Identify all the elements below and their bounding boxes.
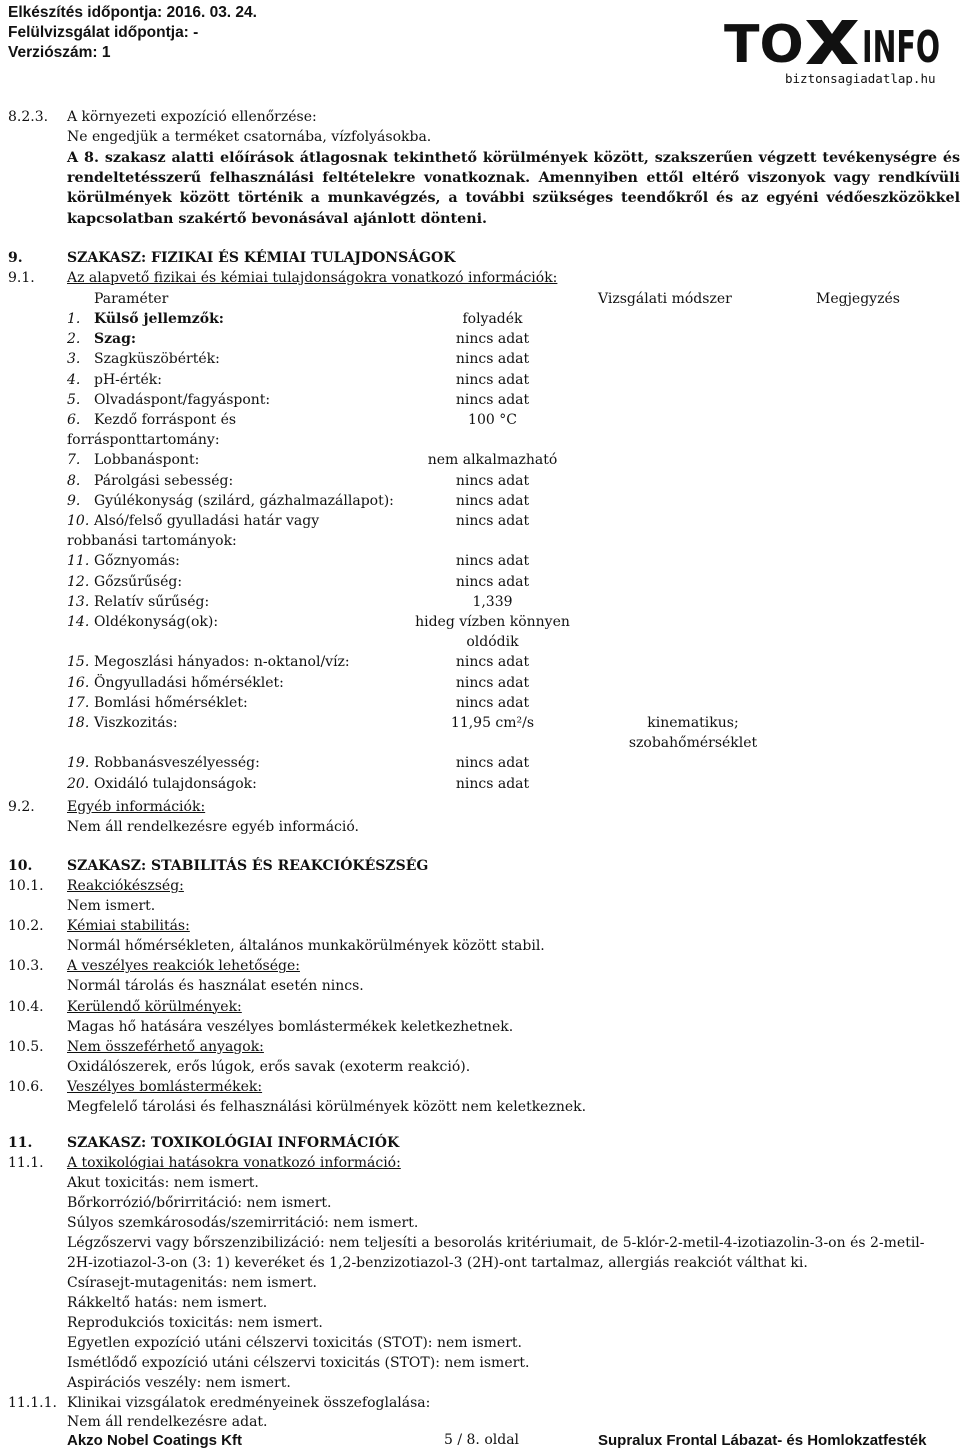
s91-title: Az alapvető fizikai és kémiai tulajdonságokra vonatkozó információk: bbox=[67, 270, 558, 286]
prop-row-param: Szagküszöbérték: bbox=[94, 351, 220, 368]
prop-row-param: Gőzsűrűség: bbox=[94, 573, 183, 590]
s10-item-title: Kémiai stabilitás: bbox=[67, 918, 190, 935]
prop-row-value: nincs adat bbox=[455, 371, 530, 388]
header-date: Elkészítés időpontja: 2016. 03. 24. bbox=[8, 4, 257, 21]
prop-row-value: hideg vízben könnyen bbox=[415, 614, 570, 630]
s10-item-text: Magas hő hatására veszélyes bomlástermékek keletkezhetnek. bbox=[67, 1018, 514, 1035]
s11-line: Légzőszervi vagy bőrszenzibilizáció: nem teljesíti a besorolás kritériumait, de 5-klór-2-metil-4-izotiazolin-3-on és 2-metil- bbox=[67, 1235, 925, 1251]
prop-row-num: 3. bbox=[67, 351, 81, 368]
prop-row-param: Öngyulladási hőmérséklet: bbox=[94, 674, 284, 691]
s823-title: A környezeti expozíció ellenőrzése: bbox=[67, 109, 317, 125]
s11-line: Reprodukciós toxicitás: nem ismert. bbox=[67, 1315, 323, 1331]
prop-row-param: Kezdő forráspont és bbox=[94, 412, 237, 428]
prop-row-note: kinematikus; bbox=[647, 715, 739, 731]
s1111-num: 11.1.1. bbox=[8, 1395, 57, 1411]
prop-row-num: 19. bbox=[67, 755, 90, 772]
s11-line: 2H-izotiazol-3-on (3: 1) keveréket és 1,2-benzizotiazol-3 (2H)-ont tartalmaz, allergiás reakciót válthat ki. bbox=[67, 1255, 808, 1271]
prop-row-param: Relatív sűrűség: bbox=[94, 593, 210, 610]
prop-row-num: 18. bbox=[67, 715, 90, 731]
prop-row-value: nincs adat bbox=[455, 674, 530, 691]
prop-row-param: Lobbanáspont: bbox=[94, 452, 200, 469]
footer-product: Supralux Frontal Lábazat- és Homlokzatfesték bbox=[598, 1432, 927, 1449]
prop-row-value: nincs adat bbox=[455, 513, 530, 529]
logo-url: biztonsagiadatlap.hu bbox=[785, 71, 936, 86]
prop-row-num: 7. bbox=[67, 452, 81, 469]
s1111-text: Nem áll rendelkezésre adat. bbox=[67, 1414, 268, 1430]
prop-row-param: Alsó/felső gyulladási határ vagy bbox=[94, 513, 320, 529]
prop-row-param: Párolgási sebesség: bbox=[94, 472, 234, 489]
s10-item-text: Normál tárolás és használat esetén nincs. bbox=[67, 978, 364, 995]
prop-row-value: folyadék bbox=[462, 311, 523, 327]
s10-item-title: Veszélyes bomlástermékek: bbox=[67, 1079, 263, 1095]
prop-row-value: 1,339 bbox=[472, 593, 513, 610]
s111-num: 11.1. bbox=[8, 1155, 44, 1171]
prop-row-param: Olvadáspont/fagyáspont: bbox=[94, 391, 271, 408]
s10-item-num: 10.6. bbox=[8, 1079, 44, 1095]
prop-row-param: Viszkozitás: bbox=[94, 715, 178, 731]
s10-item-title: Reakciókészség: bbox=[67, 878, 184, 894]
s10-item-num: 10.2. bbox=[8, 918, 44, 935]
s10-item-text: Normál hőmérsékleten, általános munkakörülmények között stabil. bbox=[67, 938, 545, 955]
s823-num: 8.2.3. bbox=[8, 109, 49, 125]
prop-row-num: 15. bbox=[67, 654, 90, 671]
prop-row-param: Oldékonyság(ok): bbox=[94, 614, 219, 630]
prop-row-value: nincs adat bbox=[455, 351, 530, 368]
prop-row-num: 1. bbox=[67, 311, 81, 327]
prop-row-param: Robbanásveszélyesség: bbox=[94, 755, 260, 772]
s92-text: Nem áll rendelkezésre egyéb információ. bbox=[67, 819, 359, 835]
logo-text-left: TO bbox=[724, 15, 804, 68]
s1111-title: Klinikai vizsgálatok eredményeinek összefoglalása: bbox=[67, 1395, 431, 1411]
prop-row-num: 10. bbox=[67, 513, 90, 529]
prop-row-num: 2. bbox=[67, 331, 81, 348]
s92-num: 9.2. bbox=[8, 799, 35, 815]
s10-item-num: 10.4. bbox=[8, 998, 44, 1015]
s823-paragraph: A 8. szakasz alatti előírások átlagosnak tekinthető körülmények között, szakszerűen végzett tevékenységre és rendeltetésszerű felhasználási feltételekre vonatkoznak. Amennyiben ettől eltérő viszonyok vagy rendkívüli körülmények között történik a munkavégzés, a további szükséges teendőkről és az egyéni védőeszközökkel kapcsolatban szakértő bevonásával ajánlott dönteni. bbox=[67, 150, 960, 227]
toxinfo-logo bbox=[724, 14, 940, 68]
prop-row-num: 20. bbox=[67, 775, 90, 792]
prop-row-param: Külső jellemzők: bbox=[94, 311, 224, 327]
s10-item-text: Megfelelő tárolási és felhasználási körülmények között nem keletkeznek. bbox=[67, 1099, 587, 1115]
prop-row-param: Megoszlási hányados: n-oktanol/víz: bbox=[94, 654, 350, 671]
footer-company: Akzo Nobel Coatings Kft bbox=[67, 1432, 242, 1449]
prop-row-note-cont: szobahőmérséklet bbox=[628, 735, 758, 752]
s10-item-title: A veszélyes reakciók lehetősége: bbox=[67, 958, 300, 975]
prop-row-num: 16. bbox=[67, 674, 90, 691]
prop-row-value: nincs adat bbox=[455, 472, 530, 489]
prop-row-num: 5. bbox=[67, 391, 81, 408]
prop-row-num: 12. bbox=[67, 573, 90, 590]
s10-item-num: 10.3. bbox=[8, 958, 44, 975]
prop-row-num: 11. bbox=[67, 553, 90, 570]
logo-text-right: INFO bbox=[862, 22, 940, 68]
prop-row-param: Bomlási hőmérséklet: bbox=[94, 694, 248, 711]
prop-row-num: 4. bbox=[67, 371, 81, 388]
s10-item-text: Oxidálószerek, erős lúgok, erős savak (exoterm reakció). bbox=[67, 1058, 471, 1075]
col-method: Vizsgálati módszer bbox=[598, 291, 732, 307]
s11-line: Egyetlen expozíció utáni célszervi toxicitás (STOT): nem ismert. bbox=[67, 1335, 522, 1351]
prop-row-value: nincs adat bbox=[455, 331, 530, 348]
s11-line: Csírasejt-mutagenitás: nem ismert. bbox=[67, 1275, 317, 1291]
prop-row-value-cont: oldódik bbox=[466, 634, 519, 651]
s11-title: SZAKASZ: TOXIKOLÓGIAI INFORMÁCIÓK bbox=[67, 1135, 400, 1151]
s92-title: Egyéb információk: bbox=[67, 799, 206, 815]
prop-row-param: Szag: bbox=[94, 331, 137, 348]
s91-num: 9.1. bbox=[8, 270, 35, 286]
prop-row-num: 17. bbox=[67, 694, 90, 711]
prop-row-num: 13. bbox=[67, 593, 90, 610]
s823-text: Ne engedjük a terméket csatornába, vízfolyásokba. bbox=[67, 129, 432, 145]
prop-row-num: 8. bbox=[67, 472, 81, 489]
prop-row-param: Gyúlékonyság (szilárd, gázhalmazállapot): bbox=[94, 492, 394, 509]
s11-line: Súlyos szemkárosodás/szemirritáció: nem ismert. bbox=[67, 1215, 419, 1231]
s10-title: SZAKASZ: STABILITÁS ÉS REAKCIÓKÉSZSÉG bbox=[67, 858, 429, 874]
s10-item-text: Nem ismert. bbox=[67, 898, 156, 914]
prop-row-num: 14. bbox=[67, 614, 90, 630]
prop-row-value: nincs adat bbox=[455, 775, 530, 792]
s11-line: Akut toxicitás: nem ismert. bbox=[67, 1175, 259, 1191]
s111-title: A toxikológiai hatásokra vonatkozó információ: bbox=[67, 1155, 401, 1171]
s11-line: Aspirációs veszély: nem ismert. bbox=[67, 1375, 291, 1391]
prop-row-param-cont: robbanási tartományok: bbox=[67, 533, 237, 550]
footer-page: 5 / 8. oldal bbox=[444, 1432, 520, 1448]
prop-row-value: nem alkalmazható bbox=[427, 452, 558, 469]
s11-line: Rákkeltő hatás: nem ismert. bbox=[67, 1295, 268, 1311]
s11-line: Ismétlődő expozíció utáni célszervi toxicitás (STOT): nem ismert. bbox=[67, 1355, 530, 1371]
s9-title: SZAKASZ: FIZIKAI ÉS KÉMIAI TULAJDONSÁGOK bbox=[67, 250, 456, 266]
x-cross-icon bbox=[806, 20, 858, 64]
prop-row-value: nincs adat bbox=[455, 492, 530, 509]
prop-row-param: pH-érték: bbox=[94, 371, 162, 388]
prop-row-value: nincs adat bbox=[455, 654, 530, 671]
prop-row-value: 100 °C bbox=[468, 412, 517, 428]
prop-row-value: nincs adat bbox=[455, 553, 530, 570]
s10-item-num: 10.5. bbox=[8, 1038, 44, 1055]
prop-row-value: nincs adat bbox=[455, 573, 530, 590]
prop-row-value: nincs adat bbox=[455, 694, 530, 711]
header-version: Verziószám: 1 bbox=[8, 44, 111, 61]
prop-row-value: nincs adat bbox=[455, 755, 530, 772]
s11-line: Bőrkorrózió/bőrirritáció: nem ismert. bbox=[67, 1195, 332, 1211]
s9-num: 9. bbox=[8, 250, 23, 266]
prop-row-param-cont: forrásponttartomány: bbox=[67, 432, 220, 449]
s10-num: 10. bbox=[8, 858, 33, 874]
prop-row-value: nincs adat bbox=[455, 391, 530, 408]
prop-row-param: Oxidáló tulajdonságok: bbox=[94, 775, 257, 792]
s10-item-num: 10.1. bbox=[8, 878, 44, 894]
s10-item-title: Kerülendő körülmények: bbox=[67, 998, 242, 1015]
s11-num: 11. bbox=[8, 1135, 33, 1151]
col-note: Megjegyzés bbox=[816, 291, 900, 307]
prop-row-value: 11,95 cm²/s bbox=[450, 715, 535, 731]
header-revision: Felülvizsgálat időpontja: - bbox=[8, 24, 199, 41]
col-parameter: Paraméter bbox=[94, 291, 169, 307]
prop-row-num: 6. bbox=[67, 412, 81, 428]
prop-row-param: Gőznyomás: bbox=[94, 553, 180, 570]
prop-row-num: 9. bbox=[67, 492, 81, 509]
s10-item-title: Nem összeférhető anyagok: bbox=[67, 1038, 264, 1055]
